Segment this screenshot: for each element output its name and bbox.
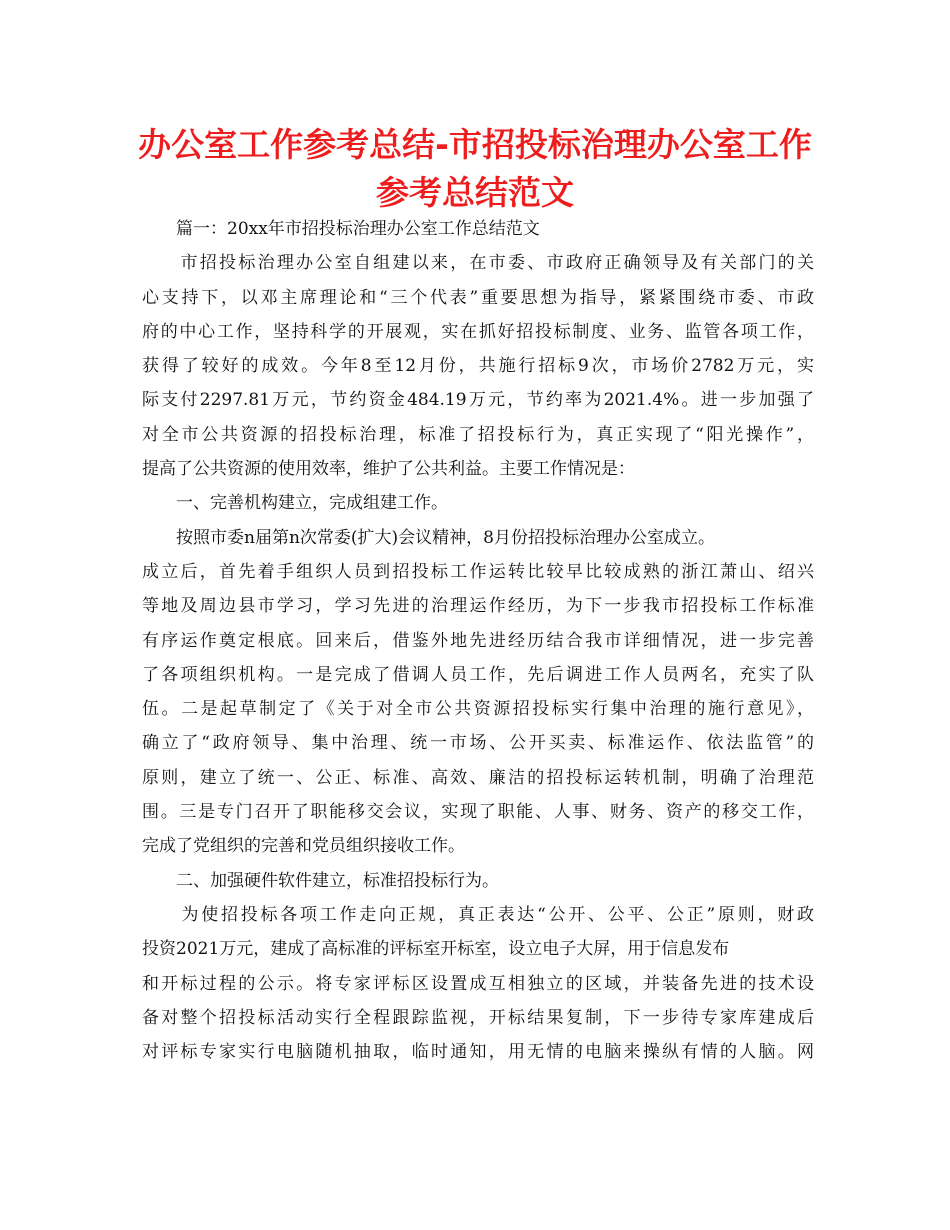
document-title-line-2: 参考总结范文 bbox=[376, 173, 574, 212]
body-line: 围。三是专门召开了职能移交会议，实现了职能、人事、财务、资产的移交工作， bbox=[142, 802, 814, 823]
body-line: 市招投标治理办公室自组建以来，在市委、市政府正确领导及有关部门的关 bbox=[142, 253, 814, 274]
body-line: 篇一：20xx年市招投标治理办公室工作总结范文 bbox=[142, 219, 540, 239]
body-line: 伍。二是起草制定了《关于对全市公共资源招投标实行集中治理的施行意见》， bbox=[142, 699, 814, 720]
document-body bbox=[142, 212, 814, 1069]
body-line: 心支持下，以邓主席理论和“三个代表”重要思想为指导，紧紧围绕市委、市政 bbox=[142, 287, 814, 308]
body-line: 等地及周边县市学习，学习先进的治理运作经历，为下一步我市招投标工作标准 bbox=[142, 596, 814, 617]
body-line: 对全市公共资源的招投标治理，标准了招投标行为，真正实现了“阳光操作”， bbox=[142, 424, 814, 445]
body-line: 府的中心工作，坚持科学的开展观，实在抓好招投标制度、业务、监管各项工作， bbox=[142, 321, 814, 342]
body-line: 备对整个招投标活动实行全程跟踪监视，开标结果复制，下一步待专家库建成后 bbox=[142, 1007, 814, 1028]
body-line: 获得了较好的成效。今年8至12月份，共施行招标9次，市场价2782万元，实 bbox=[142, 356, 814, 377]
body-line: 为使招投标各项工作走向正规，真正表达“公开、公平、公正”原则，财政 bbox=[142, 904, 814, 925]
body-line: 投资2021万元，建成了高标准的评标室开标室，设立电子大屏，用于信息发布 bbox=[142, 939, 730, 960]
body-line: 际支付2297.81万元，节约资金484.19万元，节约率为2021.4%。进一步加强了 bbox=[142, 390, 814, 411]
body-line: 对评标专家实行电脑随机抽取，临时通知，用无情的电脑来操纵有情的人脑。网 bbox=[142, 1042, 814, 1063]
body-line: 和开标过程的公示。将专家评标区设置成互相独立的区域，并装备先进的技术设 bbox=[142, 973, 814, 994]
body-line: 了各项组织机构。一是完成了借调人员工作，先后调进工作人员两名，充实了队 bbox=[142, 664, 814, 685]
body-line: 一、完善机构建立，完成组建工作。 bbox=[142, 493, 448, 514]
document-title-line-1: 办公室工作参考总结-市招投标治理办公室工作 bbox=[138, 125, 812, 164]
body-line: 确立了“政府领导、集中治理、统一市场、公开买卖、标准运作、依法监管”的 bbox=[142, 733, 814, 754]
body-line: 二、加强硬件软件建立，标准招投标行为。 bbox=[142, 870, 499, 891]
body-line: 完成了党组织的完善和党员组织接收工作。 bbox=[142, 836, 465, 857]
body-line: 按照市委n届第n次常委(扩大)会议精神，8月份招投标治理办公室成立。 bbox=[142, 527, 715, 548]
body-line: 有序运作奠定根底。回来后，借鉴外地先进经历结合我市详细情况，进一步完善 bbox=[142, 630, 814, 651]
body-line: 提高了公共资源的使用效率，维护了公共利益。主要工作情况是： bbox=[142, 459, 635, 480]
body-line: 成立后，首先着手组织人员到招投标工作运转比较早比较成熟的浙江萧山、绍兴 bbox=[142, 561, 814, 582]
body-line: 原则，建立了统一、公正、标准、高效、廉洁的招投标运转机制，明确了治理范 bbox=[142, 767, 814, 788]
